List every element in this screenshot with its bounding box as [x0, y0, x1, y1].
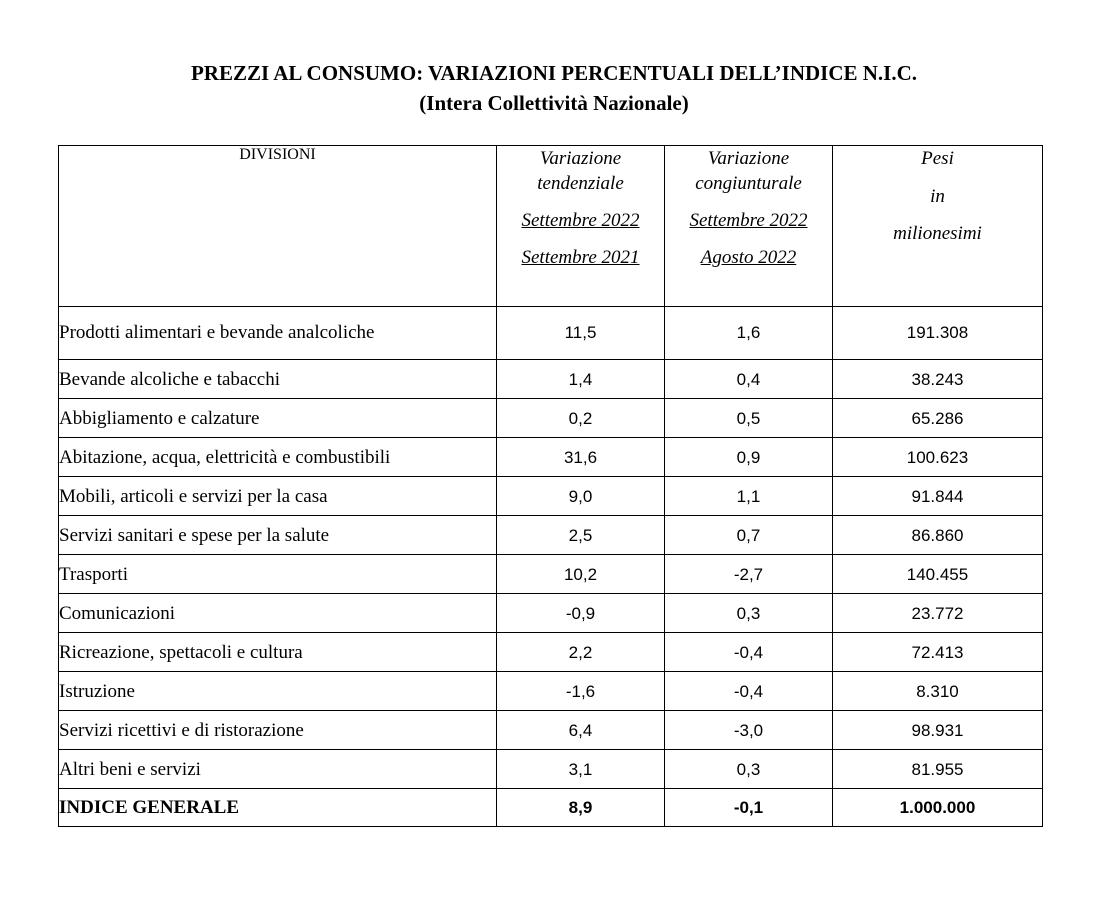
- header-congiunturale: [665, 146, 833, 307]
- table-row: [59, 555, 1043, 594]
- pesi-value: 72.413: [833, 633, 1043, 672]
- table-row: [59, 307, 1043, 360]
- header-tendenziale: [497, 146, 665, 307]
- congiunturale-value: 0,5: [665, 399, 833, 438]
- tendenziale-value: 11,5: [497, 307, 665, 360]
- pesi-value: 38.243: [833, 360, 1043, 399]
- header-tendenziale-period-2: Settembre 2021: [521, 247, 640, 268]
- pesi-value: 8.310: [833, 672, 1043, 711]
- tendenziale-value: 9,0: [497, 477, 665, 516]
- total-congiunturale-value: -0,1: [665, 789, 833, 827]
- pesi-value: 86.860: [833, 516, 1043, 555]
- division-name: Abbigliamento e calzature: [59, 399, 497, 438]
- header-pesi-line-3: milionesimi: [893, 223, 982, 244]
- tendenziale-value: 2,2: [497, 633, 665, 672]
- header-pesi: [833, 146, 1043, 307]
- division-name: Servizi sanitari e spese per la salute: [59, 516, 497, 555]
- table-row: [59, 438, 1043, 477]
- congiunturale-value: 1,1: [665, 477, 833, 516]
- table-row: [59, 750, 1043, 789]
- pesi-value: 140.455: [833, 555, 1043, 594]
- table-row: [59, 711, 1043, 750]
- division-name: Ricreazione, spettacoli e cultura: [59, 633, 497, 672]
- pesi-value: 65.286: [833, 399, 1043, 438]
- tendenziale-value: -1,6: [497, 672, 665, 711]
- price-variation-table: [58, 145, 1043, 827]
- tendenziale-value: 3,1: [497, 750, 665, 789]
- division-name: Bevande alcoliche e tabacchi: [59, 360, 497, 399]
- document-title: [0, 58, 1108, 118]
- header-congiunturale-period-2: Agosto 2022: [700, 247, 797, 268]
- tendenziale-value: 10,2: [497, 555, 665, 594]
- title-line-1: PREZZI AL CONSUMO: VARIAZIONI PERCENTUALI DELL’INDICE N.I.C.: [190, 61, 917, 85]
- congiunturale-value: 0,3: [665, 750, 833, 789]
- pesi-value: 23.772: [833, 594, 1043, 633]
- header-pesi-line-1: Pesi: [921, 148, 954, 169]
- header-tendenziale-label-2: tendenziale: [537, 173, 624, 194]
- total-row: [59, 789, 1043, 827]
- header-tendenziale-period-1: Settembre 2022: [521, 210, 640, 231]
- header-tendenziale-label-1: Variazione: [539, 148, 622, 169]
- congiunturale-value: 1,6: [665, 307, 833, 360]
- tendenziale-value: 0,2: [497, 399, 665, 438]
- congiunturale-value: -2,7: [665, 555, 833, 594]
- congiunturale-value: -0,4: [665, 633, 833, 672]
- congiunturale-value: 0,3: [665, 594, 833, 633]
- table-header-row: [59, 146, 1043, 307]
- table-row: [59, 672, 1043, 711]
- pesi-value: 98.931: [833, 711, 1043, 750]
- pesi-value: 191.308: [833, 307, 1043, 360]
- division-name: Mobili, articoli e servizi per la casa: [59, 477, 497, 516]
- division-name: Prodotti alimentari e bevande analcoliche: [59, 307, 497, 360]
- table-row: [59, 477, 1043, 516]
- congiunturale-value: 0,4: [665, 360, 833, 399]
- total-label: INDICE GENERALE: [59, 789, 497, 827]
- header-divisioni: DIVISIONI: [59, 146, 497, 307]
- congiunturale-value: -3,0: [665, 711, 833, 750]
- tendenziale-value: 1,4: [497, 360, 665, 399]
- pesi-value: 81.955: [833, 750, 1043, 789]
- total-pesi-value: 1.000.000: [833, 789, 1043, 827]
- tendenziale-value: -0,9: [497, 594, 665, 633]
- table-row: [59, 399, 1043, 438]
- header-congiunturale-label-1: Variazione: [707, 148, 790, 169]
- table-row: [59, 594, 1043, 633]
- header-congiunturale-period-1: Settembre 2022: [689, 210, 808, 231]
- title-line-2: (Intera Collettività Nazionale): [419, 91, 689, 115]
- division-name: Trasporti: [59, 555, 497, 594]
- total-tendenziale-value: 8,9: [497, 789, 665, 827]
- header-congiunturale-label-2: congiunturale: [695, 173, 802, 194]
- table-row: [59, 516, 1043, 555]
- division-name: Istruzione: [59, 672, 497, 711]
- division-name: Comunicazioni: [59, 594, 497, 633]
- pesi-value: 91.844: [833, 477, 1043, 516]
- table-row: [59, 360, 1043, 399]
- congiunturale-value: 0,9: [665, 438, 833, 477]
- pesi-value: 100.623: [833, 438, 1043, 477]
- table-row: [59, 633, 1043, 672]
- division-name: Abitazione, acqua, elettricità e combustibili: [59, 438, 497, 477]
- congiunturale-value: 0,7: [665, 516, 833, 555]
- division-name: Servizi ricettivi e di ristorazione: [59, 711, 497, 750]
- division-name: Altri beni e servizi: [59, 750, 497, 789]
- tendenziale-value: 2,5: [497, 516, 665, 555]
- tendenziale-value: 31,6: [497, 438, 665, 477]
- tendenziale-value: 6,4: [497, 711, 665, 750]
- congiunturale-value: -0,4: [665, 672, 833, 711]
- header-pesi-line-2: in: [930, 186, 945, 207]
